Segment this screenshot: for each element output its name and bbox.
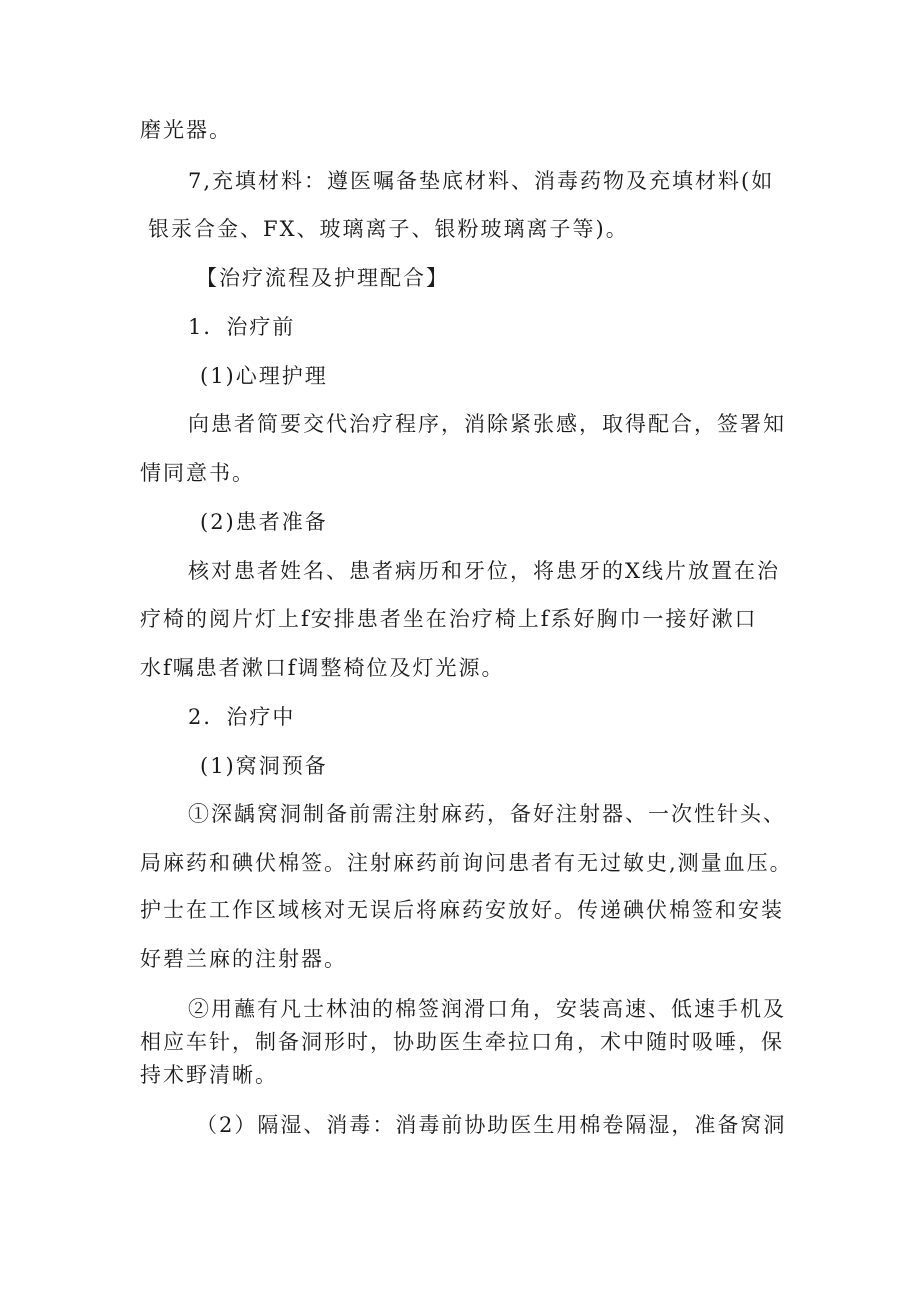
- text-line: 磨光器。: [140, 118, 232, 142]
- section-heading: 【治疗流程及护理配合】: [196, 266, 449, 290]
- item-heading: (1)窝洞预备: [200, 754, 328, 778]
- item-heading: (1)心理护理: [200, 364, 328, 388]
- subsection-heading: 1．治疗前: [188, 315, 296, 339]
- text-line: ②用蘸有凡士林油的棉签润滑口角，安装高速、低速手机及: [188, 997, 786, 1021]
- text-line: 疗椅的阅片灯上f安排患者坐在治疗椅上f系好胸巾一接好漱口: [140, 607, 758, 631]
- text-line: 持术野清晰。: [140, 1063, 278, 1087]
- text-line: 相应车针，制备洞形时，协助医生牵拉口角，术中随时吸唾，保: [140, 1030, 784, 1054]
- text-line: 银汞合金、FX、玻璃离子、银粉玻璃离子等)。: [148, 217, 629, 241]
- text-line: 水f嘱患者漱口f调整椅位及灯光源。: [140, 656, 505, 680]
- text-line: ①深龋窝洞制备前需注射麻药，备好注射器、一次性针头、: [188, 802, 786, 826]
- text-line: 好碧兰麻的注射器。: [140, 947, 347, 971]
- text-line: 局麻药和碘伏棉签。注射麻药前询问患者有无过敏史,测量血压。: [140, 851, 793, 875]
- item-heading: (2)患者准备: [200, 510, 328, 534]
- text-line: 核对患者姓名、患者病历和牙位，将患牙的X线片放置在治: [188, 559, 780, 583]
- subsection-heading: 2．治疗中: [188, 705, 296, 729]
- text-line: 7,充填材料：遵医嘱备垫底材料、消毒药物及充填材料(如: [188, 169, 775, 193]
- text-line: 护士在工作区域核对无误后将麻药安放好。传递碘伏棉签和安装: [140, 898, 784, 922]
- text-line: 向患者简要交代治疗程序，消除紧张感，取得配合，签署知: [188, 412, 786, 436]
- text-line: （2）隔湿、消毒：消毒前协助医生用棉卷隔湿，准备窝洞: [196, 1113, 787, 1137]
- text-line: 情同意书。: [140, 461, 255, 485]
